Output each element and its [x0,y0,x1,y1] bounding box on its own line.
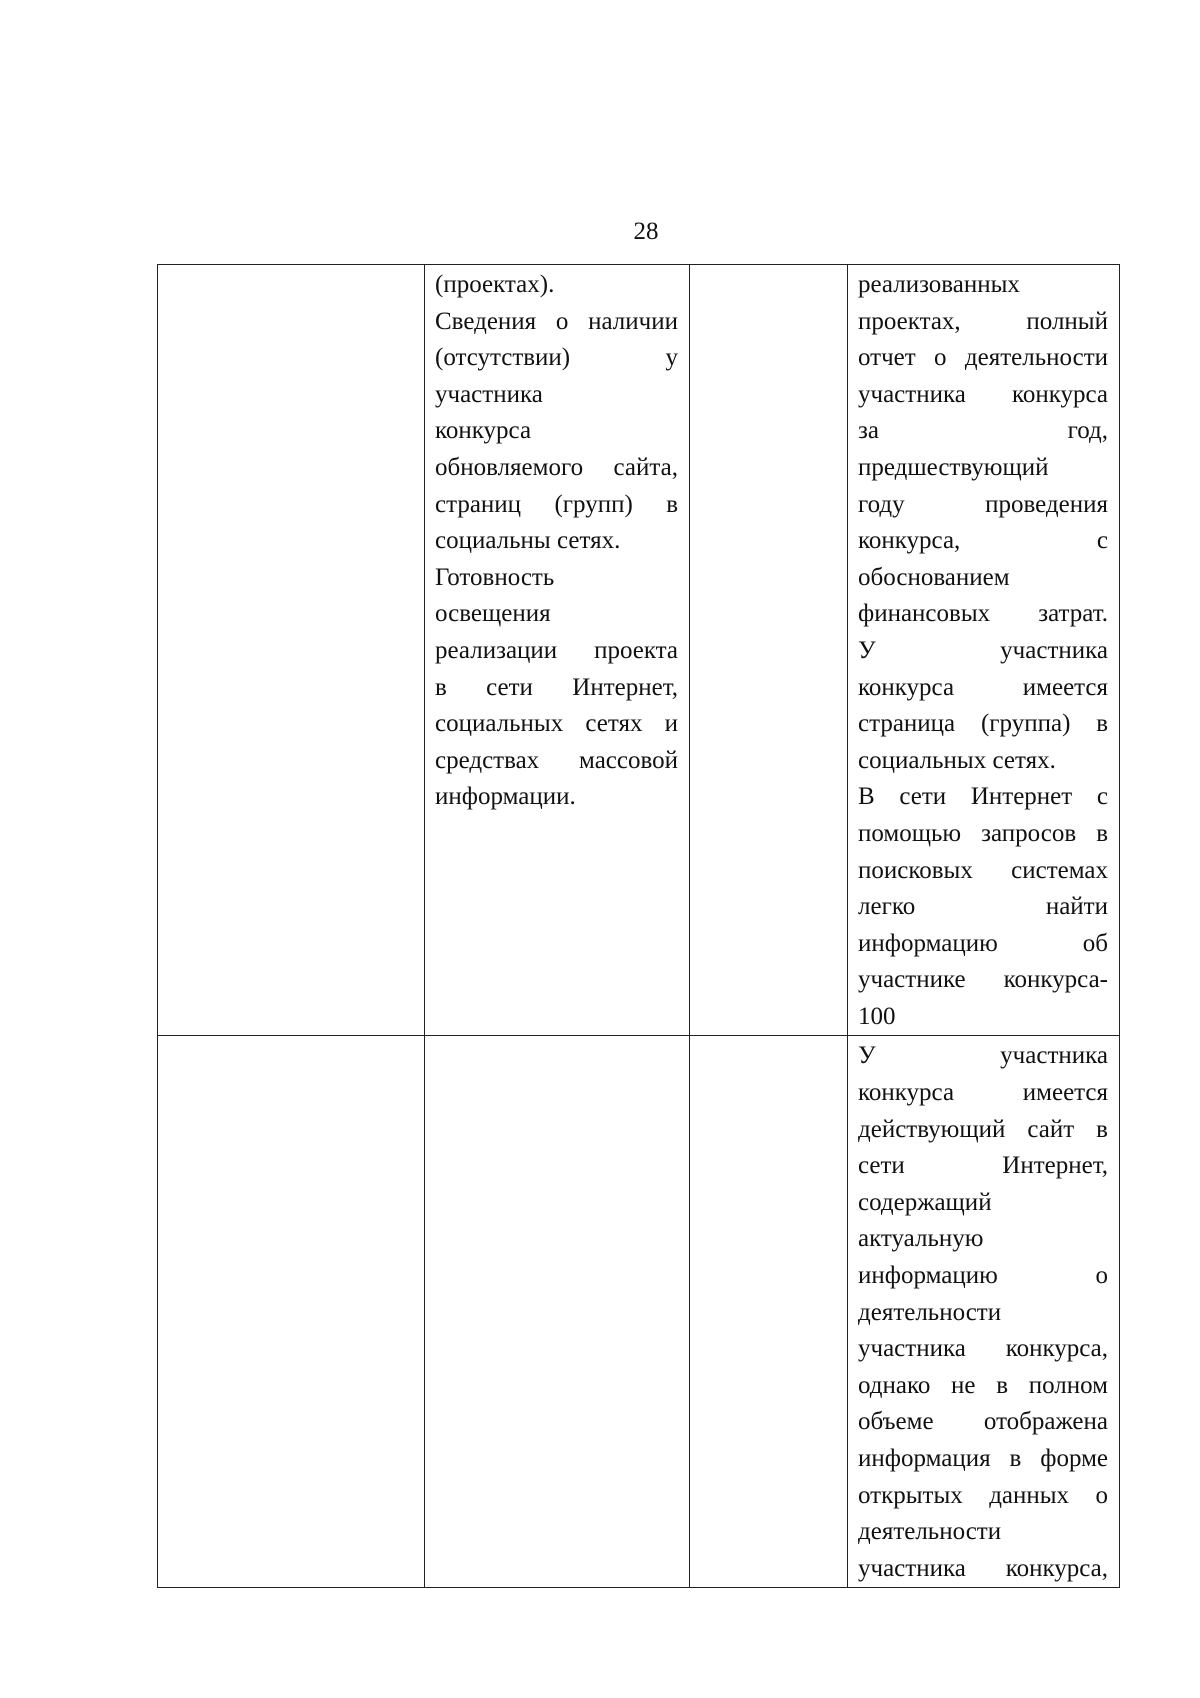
cell-line: за год, [858,417,1108,445]
cell-line: легко найти [858,893,1108,921]
cell-line: страниц (групп) в [435,490,678,518]
cell-line: проектах, полный [858,307,1108,335]
cell-line: участника [435,380,543,408]
table-cell-col2 [425,265,690,1036]
cell-line: предшествующий [858,453,1049,481]
cell-text [848,1036,1119,1587]
cell-line: отчет о деятельности [858,344,1108,372]
cell-line: конкурса, с [858,527,1108,555]
cell-line: участнике конкурса- [858,966,1108,994]
cell-line: В сети Интернет с [858,783,1108,811]
cell-line: информацию о [858,1262,1108,1290]
cell-line: страница (группа) в [858,710,1108,738]
cell-line: помощью запросов в [858,819,1108,847]
cell-line: конкурса [435,417,532,445]
cell-line: социальных сетях. [858,746,1056,774]
cell-line: (отсутствии) у [435,344,678,372]
cell-line: году проведения [858,490,1108,518]
cell-line: У участника [858,636,1108,664]
cell-line: социальных сетях и [435,710,678,738]
cell-line: объеме отображена [858,1408,1108,1436]
cell-line: обоснованием [858,563,1010,591]
cell-line: действующий сайт в [858,1115,1108,1143]
cell-line: 100 [858,1002,896,1030]
cell-text [848,265,1119,1035]
cell-line: Готовность [435,563,555,591]
cell-line: освещения [435,600,551,628]
cell-line: деятельности [858,1298,1002,1326]
cell-line: конкурса имеется [858,1079,1108,1107]
cell-text [425,265,689,816]
cell-line: Сведения о наличии [435,307,678,335]
cell-line: конкурса имеется [858,673,1108,701]
cell-line: в сети Интернет, [435,673,678,701]
cell-line: средствах массовой [435,746,678,774]
cell-line: информации. [435,783,576,811]
cell-line: сети Интернет, [858,1152,1108,1180]
cell-line: реализованных [858,271,1020,298]
table-cell-col3 [690,265,848,1036]
cell-line: поисковых системах [858,856,1108,884]
cell-line: деятельности [858,1518,1002,1546]
table-cell-col3 [690,1036,848,1588]
cell-line: информация в форме [858,1445,1108,1472]
cell-line: (проектах). [435,271,555,298]
cell-line: однако не в полном [858,1371,1108,1399]
cell-line: обновляемого сайта, [435,453,678,481]
cell-line: У участника [858,1042,1108,1070]
table-cell-col2 [425,1036,690,1588]
cell-line: содержащий [858,1188,992,1216]
cell-line: участника конкурса [858,380,1108,408]
table-cell-col4 [848,265,1120,1036]
cell-line: реализации проекта [435,636,678,664]
cell-line: открытых данных о [858,1481,1108,1509]
cell-line: информацию об [858,929,1108,957]
page-number: 28 [633,218,659,245]
table-cell-col4 [848,1036,1120,1588]
cell-line: участника конкурса, [858,1554,1108,1582]
cell-line: социальны сетях. [435,527,621,555]
cell-line: актуальную [858,1225,984,1253]
table-row [158,265,1120,1036]
table-row [158,1036,1120,1588]
table-cell-col1 [158,265,425,1036]
cell-line: финансовых затрат. [858,600,1108,628]
cell-line: участника конкурса, [858,1335,1108,1363]
document-table [157,264,1120,1588]
table-cell-col1 [158,1036,425,1588]
